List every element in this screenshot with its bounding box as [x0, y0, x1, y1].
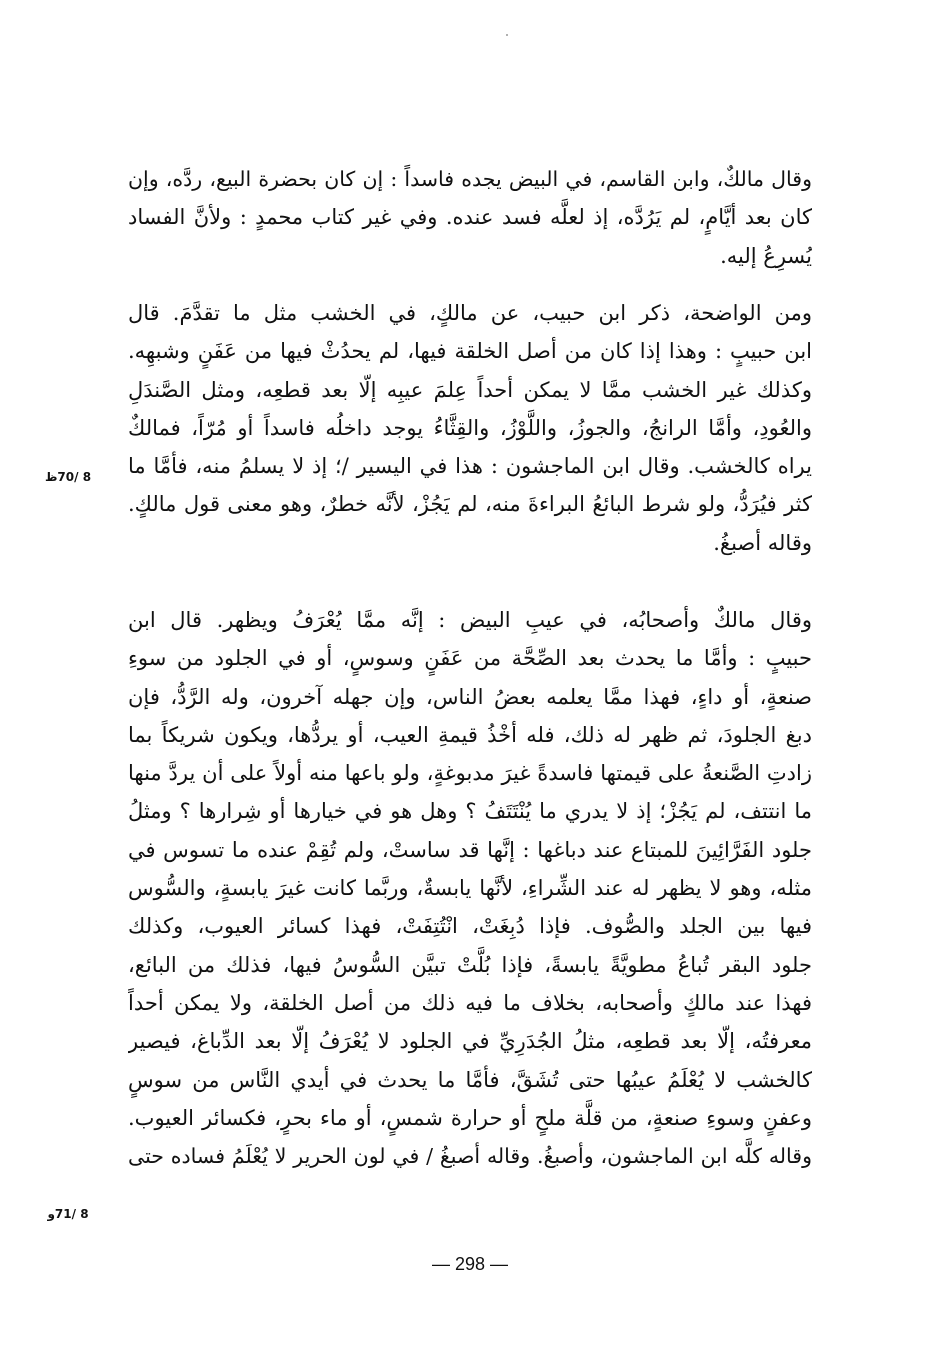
manuscript-folio-note: 8 /71و [47, 1207, 89, 1221]
text-line: جلود البقر تُباعُ مطويَّةً يابسةً، فإذا بُلَّتْ تبيَّن السُّوسُ فيها، فذلك من البائع، [128, 952, 812, 977]
text-line: يراه كالخشب. وقال ابن الماجشون : هذا في اليسير /؛ إذ لا يسلمُ منه، فأمَّا ما [128, 454, 812, 479]
text-line: صنعةٍ، أو داءٍ، فهذا ممَّا يعلمه بعضُ الناس، وإن جهله آخرون، وله الرَّدُّ، فإن [128, 684, 812, 709]
paragraph-2 [128, 294, 812, 562]
text-line: فهذا عند مالكٍ وأصحابه، بخلاف ما فيه ذلك من أصل الخلقة، ولا يمكن أحداً [128, 990, 812, 1015]
paragraph-1 [128, 160, 812, 275]
text-line: وكذلك غير الخشب ممَّا لا يمكن أحداً عِلمَ عيبِه إلّا بعد قطعِه، ومثل الصَّندَلِ [128, 377, 812, 402]
text-line: مثله، وهو لا يظهر له عند الشِّراءِ، لأنَّها يابسةٌ، وربَّما كانت غيرَ يابسةٍ، والسُّوس [128, 876, 812, 901]
text-line: كالخشب لا يُعْلَمُ عيبُها حتى تُشَقَّ، فأمَّا ما يحدث في أيدي النَّاس من سوسٍ [128, 1067, 812, 1092]
text-line: جلود الفَرَّائِينَ للمبتاع عند دباغها : إنَّها قد ساستْ، ولم تُقِمْ عنده ما تسوس في [128, 837, 812, 862]
page-number: — 298 — [431, 1254, 509, 1274]
text-line: يُسرِعُ إليه. [720, 243, 812, 268]
text-line: دبغ الجلودَ، ثم ظهر له ذلك، فله أخْذُ قيمةِ العيب، أو يردُّها، ويكون شريكاً بما [128, 722, 812, 747]
scan-speck [506, 34, 508, 36]
text-line: معرفتُه، إلّا بعد قطعِه، مثلُ الجُدَرِيِّ في الجلود لا يُعْرَفُ إلّا بعد الدِّباغ، فيصير [128, 1029, 812, 1054]
text-line: والعُودِ، وأمَّا الرانجُ، والجوزُ، واللَّوْزُ، والقِثَّاءُ يوجد داخلُه فاسداً أو مُرّاً، فمالكٌ [128, 415, 812, 440]
text-line: وقال مالكٌ وأصحابُه، في عيبِ البيض : إنَّه ممَّا يُعْرَفُ ويظهر. قال ابن [128, 608, 812, 632]
text-line: ما انتتف، لم يَجُزْ؛ إذ لا يدري ما يُنْتَتَفُ ؟ وهل هو في خيارها أو شِرارها ؟ ومثلُ [128, 799, 812, 824]
text-line: ومن الواضحة، ذكر ابن حبيب، عن مالكٍ، في الخشب مثل ما تقدَّمَ. قال [128, 301, 812, 325]
text-line: كان بعد أيَّامٍ، لم يَرُدَّه، إذ لعلَّه فسد عنده. وفي غير كتاب محمدٍ : ولأنَّ الفساد [128, 205, 812, 230]
paragraph-3 [128, 601, 812, 1175]
text-line: ابن حبيبٍ : وهذا إذا كان من أصل الخلقة فيها، لم يحدُثْ فيها من عَفَنٍ وشبهِه. [128, 339, 812, 364]
text-line: وقال مالكٌ، وابن القاسم، في البيض يجده فاسداً : إن كان بحضرة البيع، ردَّه، وإن [128, 167, 812, 191]
text-line: وقاله أصبغُ. [713, 530, 812, 555]
text-line: فيها بين الجلد والصُّوف. فإذا دُبِغَتْ، انْتُتِفَتْ، فهذا كسائر العيوب، وكذلك [128, 914, 812, 939]
text-line: زادتِ الصَّنعةُ على قيمتها فاسدةً غيرَ مدبوغةٍ، ولو باعها منه أولاً على أن يردَّ منها [128, 761, 812, 786]
text-line: كثر فيُرَدُّ، ولو شرط البائعُ البراءةَ منه، لم يَجُزْ، لأنَّه خطرٌ، وهو معنى قول مالكٍ. [128, 492, 812, 517]
text-line: حبيبٍ : وأمَّا ما يحدث بعد الصِّحَّة من عَفَنٍ وسوسٍ، أو في الجلود من سوءِ [128, 646, 812, 671]
text-line: وقاله كلَّه ابن الماجشون، وأصبغُ. وقاله أصبغُ / في لون الحرير لا يُعْلَمُ فساده حتى [128, 1144, 812, 1169]
text-line: وعفنٍ وسوءِ صنعةٍ، من قلَّة ملحٍ أو حرارة شمسٍ، أو ماء بحرٍ، فكسائر العيوب. [128, 1105, 812, 1130]
manuscript-folio-note: 8 /70ظ [44, 470, 92, 484]
